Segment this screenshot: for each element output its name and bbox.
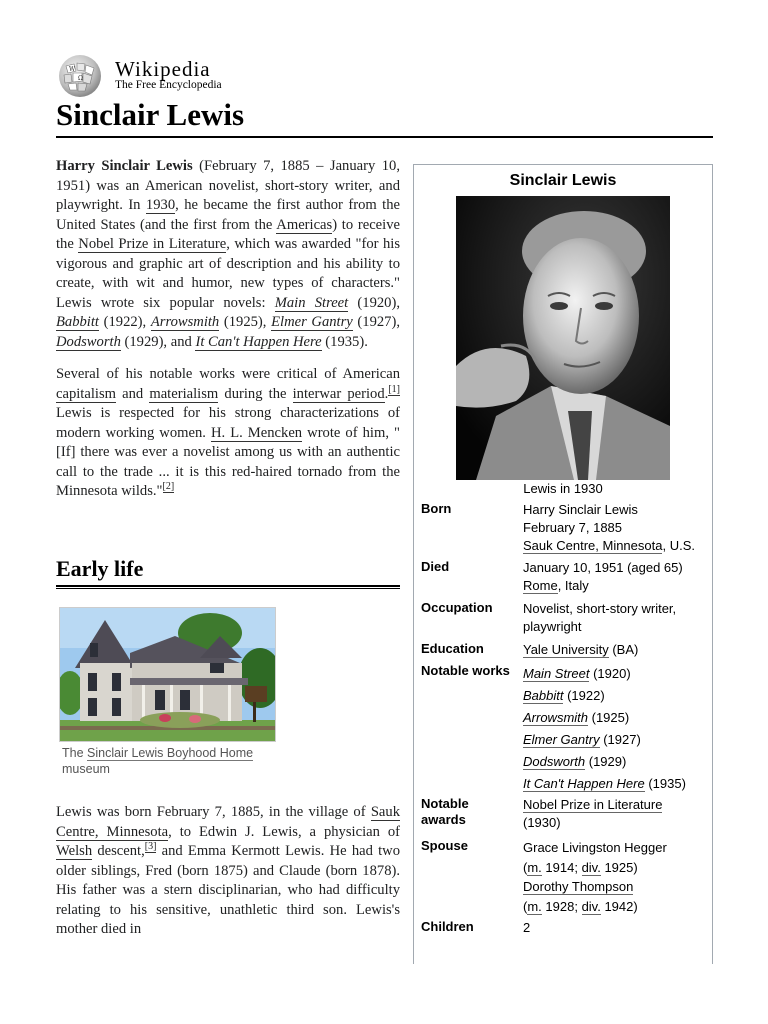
work-title-link[interactable]: It Can't Happen Here — [195, 333, 322, 350]
work-title-link[interactable]: Elmer Gantry — [271, 314, 353, 330]
section-heading-early-life: Early life — [56, 556, 144, 581]
work-title-link[interactable]: Elmer Gantry — [523, 732, 600, 747]
wiki-link[interactable]: Dorothy Thompson — [523, 879, 634, 894]
bold-term: Harry Sinclair Lewis — [56, 158, 193, 174]
infobox-label: Notable works — [421, 663, 510, 678]
work-title-link[interactable]: Main Street — [274, 294, 349, 311]
lead-paragraph-2: Several of his notable works were critical of American capitalism and materialism during the interwar period.[1] Lewis is respected for his strong characterizations of modern working women. H. L. Mencken wrote of him, "[If] there was ever a novelist among us with an authentic call to the trade ... it is this red-haired tornado from the Minnesota wilds."[2] — [56, 366, 400, 499]
work-title-link[interactable]: Babbitt — [523, 688, 564, 703]
early-life-paragraph-1: Lewis was born February 7, 1885, in the village of Sauk Centre, Minnesota, to Edwin J. Lewis, a physician of Welsh descent,[3] and Emma Kermott Lewis. He had two older siblings, Fred (born 1875) and Claude (born 1878). His father was a stern disciplinarian, who had difficulty relating to his sensitive, unathletic third son. Lewis's mother died in — [56, 804, 400, 937]
wiki-link[interactable]: m. — [527, 859, 542, 875]
infobox-value: 2 — [523, 920, 531, 935]
work-title-link[interactable]: Arrowsmith — [523, 710, 589, 725]
boyhood-home-image[interactable] — [59, 607, 276, 742]
section-divider — [56, 585, 400, 589]
work-title-link[interactable]: Arrowsmith — [150, 314, 220, 330]
wiki-link[interactable]: m. — [527, 898, 542, 914]
infobox-value: Yale University (BA) — [523, 642, 639, 657]
work-title-link[interactable]: Dodsworth — [56, 333, 121, 350]
wiki-link[interactable]: div. — [581, 859, 601, 875]
page-title: Sinclair Lewis — [56, 97, 245, 132]
boyhood-home-figure — [56, 607, 276, 777]
wiki-link[interactable]: Nobel Prize in Literature — [78, 236, 227, 252]
portrait-photo[interactable] — [456, 196, 670, 480]
work-title-link[interactable]: Main Street — [523, 666, 590, 681]
wiki-link[interactable]: Nobel Prize in Literature — [523, 797, 663, 812]
wikipedia-wordmark: Wikipedia — [115, 57, 211, 81]
portrait-caption: Lewis in 1930 — [523, 481, 603, 496]
infobox-value: Main Street (1920) Babbitt (1922) Arrowsmith (1925) Elmer Gantry (1927) Dodsworth (1929) It Can't Happen Here (1935) — [523, 666, 686, 791]
wiki-link[interactable]: Sinclair Lewis Boyhood Home — [87, 746, 254, 760]
svg-text:Ω: Ω — [78, 75, 83, 82]
infobox-value: Harry Sinclair Lewis February 7, 1885 Sauk Centre, Minnesota, U.S. — [523, 502, 695, 553]
infobox-label: Born — [421, 501, 452, 516]
infobox-label: Spouse — [421, 838, 468, 853]
boyhood-home-caption: The Sinclair Lewis Boyhood Home museum — [62, 746, 254, 776]
wiki-link[interactable]: Welsh — [56, 843, 93, 859]
infobox-label: Occupation — [421, 600, 493, 615]
wikipedia-globe-icon — [56, 54, 104, 98]
wiki-link[interactable]: H. L. Mencken — [210, 424, 303, 441]
work-title-link[interactable]: Dodsworth — [523, 754, 586, 769]
infobox-label: Died — [421, 559, 450, 574]
infobox-label: Notable awards — [421, 796, 469, 827]
citation-link[interactable]: [3] — [144, 841, 157, 853]
infobox-value: Grace Livingston Hegger (m. 1914; div. 1925) Dorothy Thompson (m. 1928; div. 1942) — [523, 840, 667, 914]
early-life-body — [56, 803, 400, 940]
wiki-link[interactable]: interwar period — [292, 385, 385, 402]
wiki-link[interactable]: materialism — [149, 385, 219, 402]
wikipedia-logo[interactable] — [56, 54, 296, 98]
work-title-link[interactable]: It Can't Happen Here — [523, 776, 645, 791]
wiki-link[interactable]: div. — [581, 898, 601, 914]
wiki-link[interactable]: Sauk Centre, Minnesota — [56, 804, 400, 840]
citation-link[interactable]: [1] — [388, 383, 400, 395]
wikipedia-tagline: The Free Encyclopedia — [115, 79, 222, 91]
infobox-value: January 10, 1951 (aged 65) Rome, Italy — [523, 560, 683, 593]
lead-paragraph-1: Harry Sinclair Lewis (February 7, 1885 – January 10, 1951) was an American novelist, short-story writer, and playwright. In 1930, he became the first author from the United States (and the first from the Americas) to receive the Nobel Prize in Literature, which was awarded "for his vigorous and graphic art of description and his ability to create, with wit and humor, new types of characters." Lewis wrote six popular novels: Main Street (1920), Babbitt (1922), Arrowsmith (1925), Elmer Gantry (1927), Dodsworth (1929), and It Can't Happen Here (1935). — [56, 158, 400, 350]
article-lead — [56, 157, 400, 515]
work-title-link[interactable]: Babbitt — [56, 314, 99, 330]
infobox-label: Education — [421, 641, 484, 656]
citation-link[interactable]: [2] — [162, 481, 175, 493]
infobox — [413, 164, 713, 964]
wiki-link[interactable]: capitalism — [56, 385, 116, 402]
title-divider — [56, 136, 713, 138]
infobox-value: Nobel Prize in Literature (1930) — [523, 797, 663, 830]
wiki-link[interactable]: Americas — [276, 216, 333, 233]
wiki-link[interactable]: Rome — [523, 578, 558, 593]
infobox-value: Novelist, short-story writer, playwright — [523, 601, 677, 634]
wiki-link[interactable]: 1930 — [145, 197, 176, 213]
infobox-title: Sinclair Lewis — [509, 172, 617, 189]
wiki-link[interactable]: Sauk Centre, Minnesota — [523, 538, 663, 553]
infobox-label: Children — [421, 919, 474, 934]
svg-text:W: W — [69, 66, 76, 73]
wiki-link[interactable]: Yale University — [523, 642, 609, 657]
